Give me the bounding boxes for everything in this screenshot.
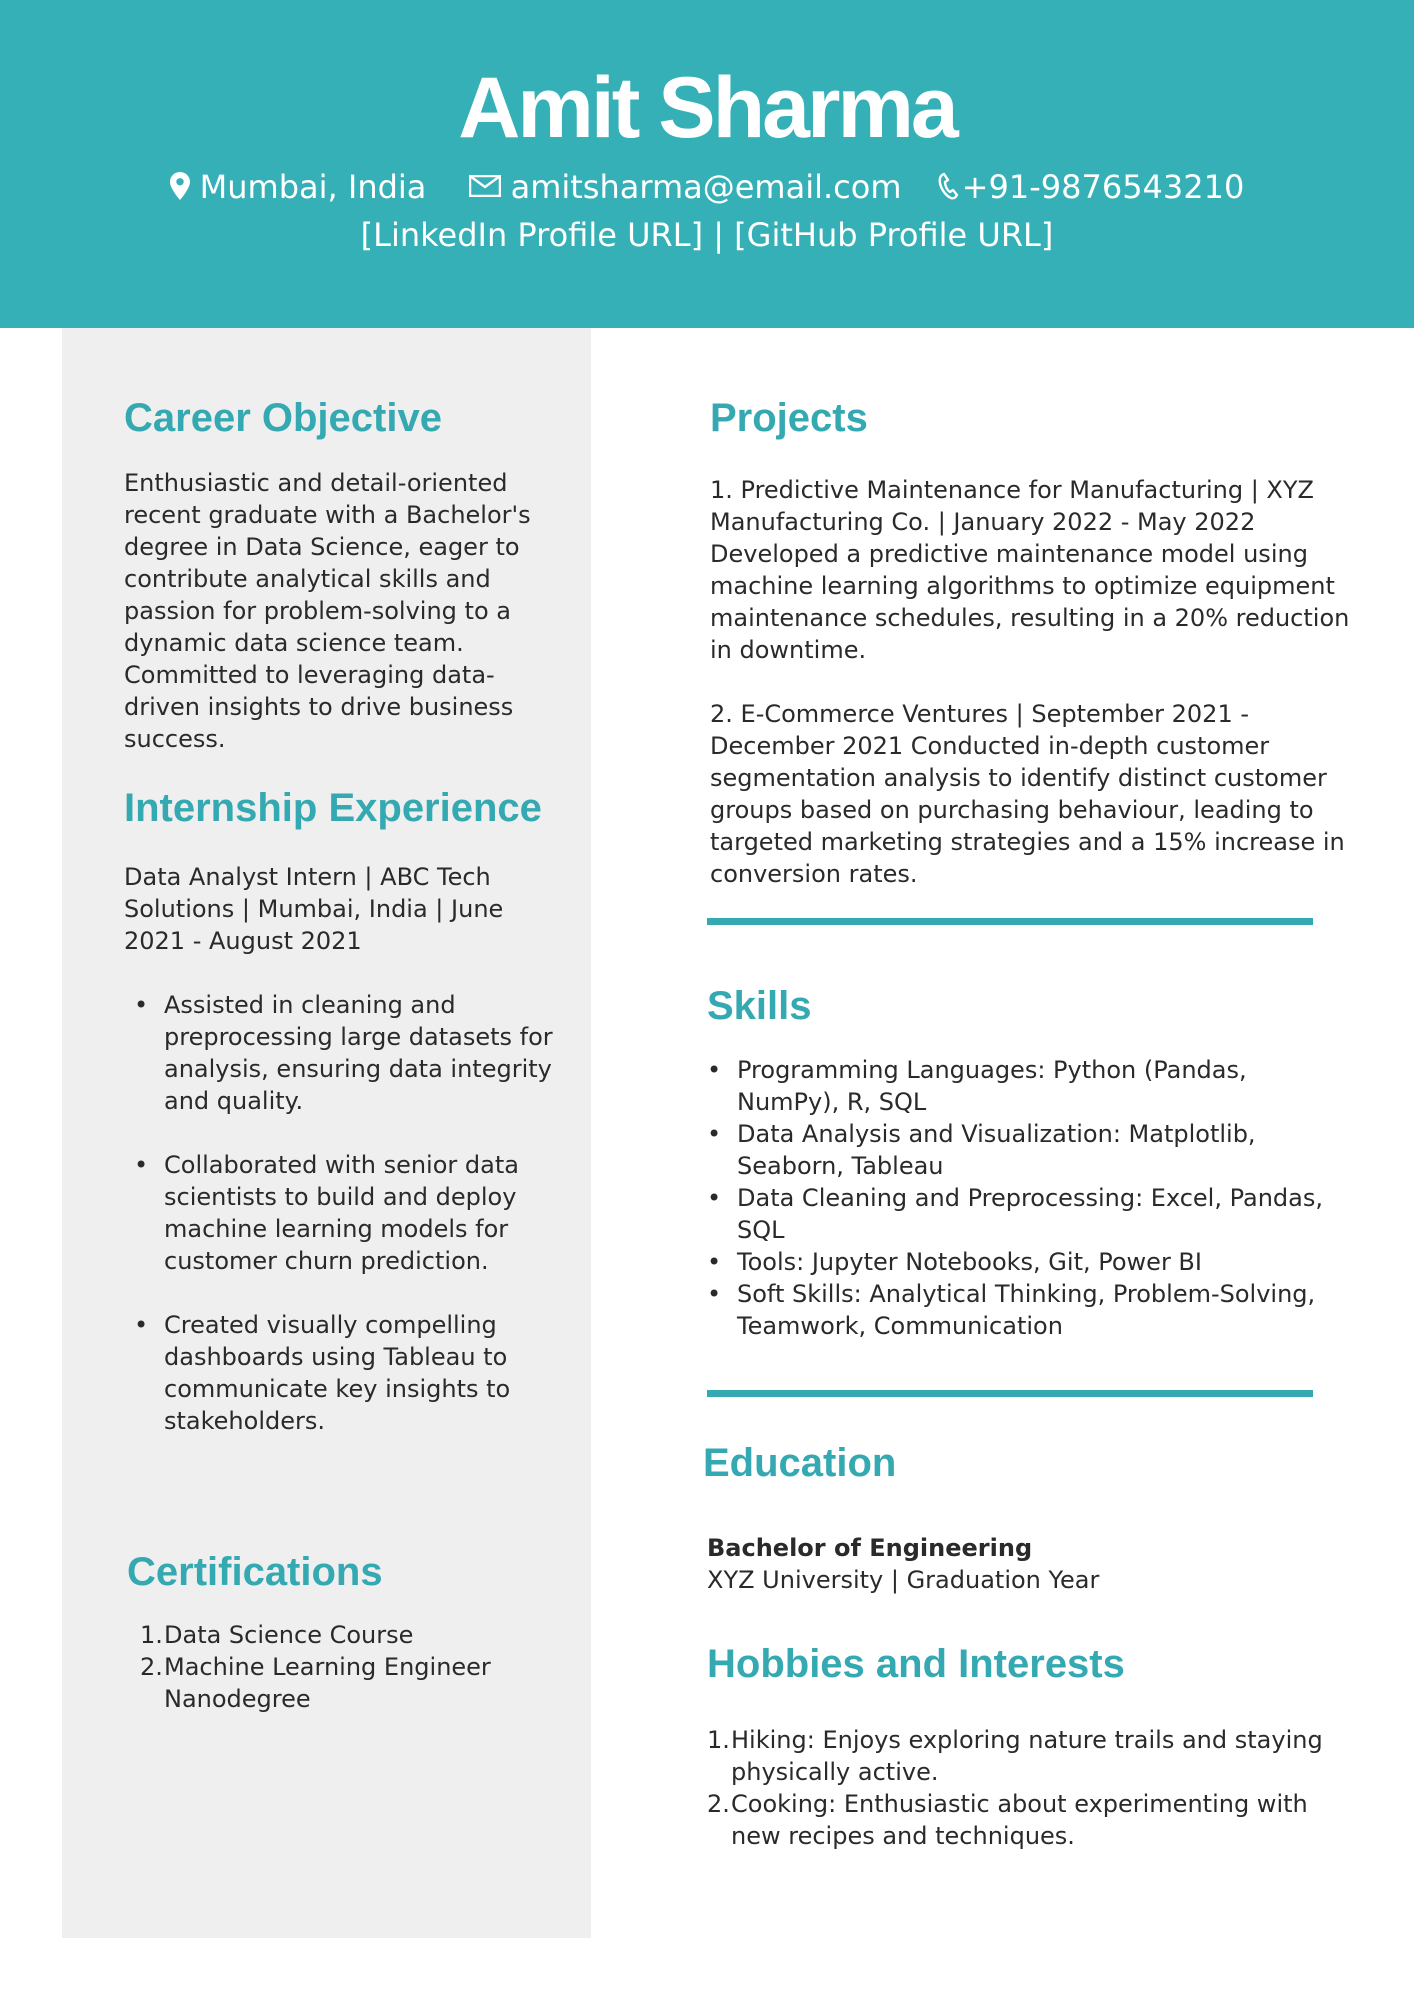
education-degree: Bachelor of Engineering xyxy=(707,1534,1033,1562)
internship-role: Data Analyst Intern | ABC Tech Solutions | Mumbai, India | June 2021 - August 2021 xyxy=(124,863,504,955)
project-item: 2. E-Commerce Ventures | September 2021 - December 2021 Conducted in-depth customer segmentation analysis to identify distinct customer groups based on purchasing behaviour, leading to targeted marketing strategies and a 15% increase in conversion rates. xyxy=(710,700,1345,888)
certifications-list xyxy=(140,1619,560,1715)
skills-heading: Skills xyxy=(707,984,812,1028)
internship-bullets xyxy=(124,989,554,1469)
section-divider xyxy=(707,918,1313,925)
internship-heading: Internship Experience xyxy=(124,786,542,830)
career-objective-heading: Career Objective xyxy=(124,396,442,440)
list-item: 1. Data Science Course xyxy=(140,1621,414,1649)
list-item: • Data Cleaning and Preprocessing: Excel, Pandas, SQL xyxy=(697,1182,1347,1246)
profile-links[interactable]: [LinkedIn Profile URL] | [GitHub Profile URL] xyxy=(360,216,1054,254)
list-item: 2. Cooking: Enthusiastic about experimenting with new recipes and techniques. xyxy=(707,1790,1308,1850)
list-item: • Data Analysis and Visualization: Matplotlib, Seaborn, Tableau xyxy=(697,1118,1347,1182)
location-pin-icon xyxy=(170,172,190,200)
phone-text[interactable]: +91-9876543210 xyxy=(961,168,1245,206)
envelope-icon xyxy=(469,175,501,197)
phone-item[interactable] xyxy=(938,166,1245,208)
contact-line xyxy=(0,164,1414,208)
email-text[interactable]: amitsharma@email.com xyxy=(510,168,902,206)
education-school: XYZ University | Graduation Year xyxy=(707,1566,1100,1594)
hobbies-list xyxy=(707,1724,1327,1852)
header-banner xyxy=(0,0,1414,328)
list-item: • Soft Skills: Analytical Thinking, Problem-Solving, Teamwork, Communication xyxy=(697,1278,1347,1342)
list-item: • Tools: Jupyter Notebooks, Git, Power BI xyxy=(697,1246,1347,1278)
education-heading: Education xyxy=(703,1441,897,1485)
certifications-heading: Certifications xyxy=(127,1550,383,1594)
section-divider xyxy=(707,1390,1313,1397)
list-item: 1. Hiking: Enjoys exploring nature trails and staying physically active. xyxy=(707,1726,1323,1786)
list-item: • Assisted in cleaning and preprocessing large datasets for analysis, ensuring data integrity and quality. xyxy=(124,989,554,1117)
phone-icon xyxy=(938,172,958,200)
projects-heading: Projects xyxy=(710,396,868,440)
email-item[interactable] xyxy=(469,166,902,208)
location-text: Mumbai, India xyxy=(199,168,427,206)
location-item xyxy=(170,166,427,208)
list-item: • Created visually compelling dashboards using Tableau to communicate key insights to stakeholders. xyxy=(124,1309,554,1437)
list-item: 2. Machine Learning Engineer Nanodegree xyxy=(140,1653,491,1713)
list-item: • Collaborated with senior data scientists to build and deploy machine learning models for customer churn prediction. xyxy=(124,1149,554,1277)
hobbies-heading: Hobbies and Interests xyxy=(707,1642,1125,1686)
list-item: • Programming Languages: Python (Pandas, NumPy), R, SQL xyxy=(697,1054,1347,1118)
career-objective-text: Enthusiastic and detail-oriented recent graduate with a Bachelor's degree in Data Science, eager to contribute analytical skills and passion for problem-solving to a dynamic data science team. Committed to leveraging data-driven insights to drive business success. xyxy=(124,469,531,753)
project-item: 1. Predictive Maintenance for Manufacturing | XYZ Manufacturing Co. | January 2022 - May 2022 Developed a predictive maintenance model using machine learning algorithms to optimize equipment maintenance schedules, resulting in a 20% reduction in downtime. xyxy=(710,476,1350,664)
skills-list xyxy=(697,1054,1347,1342)
candidate-name: Amit Sharma xyxy=(458,60,956,156)
